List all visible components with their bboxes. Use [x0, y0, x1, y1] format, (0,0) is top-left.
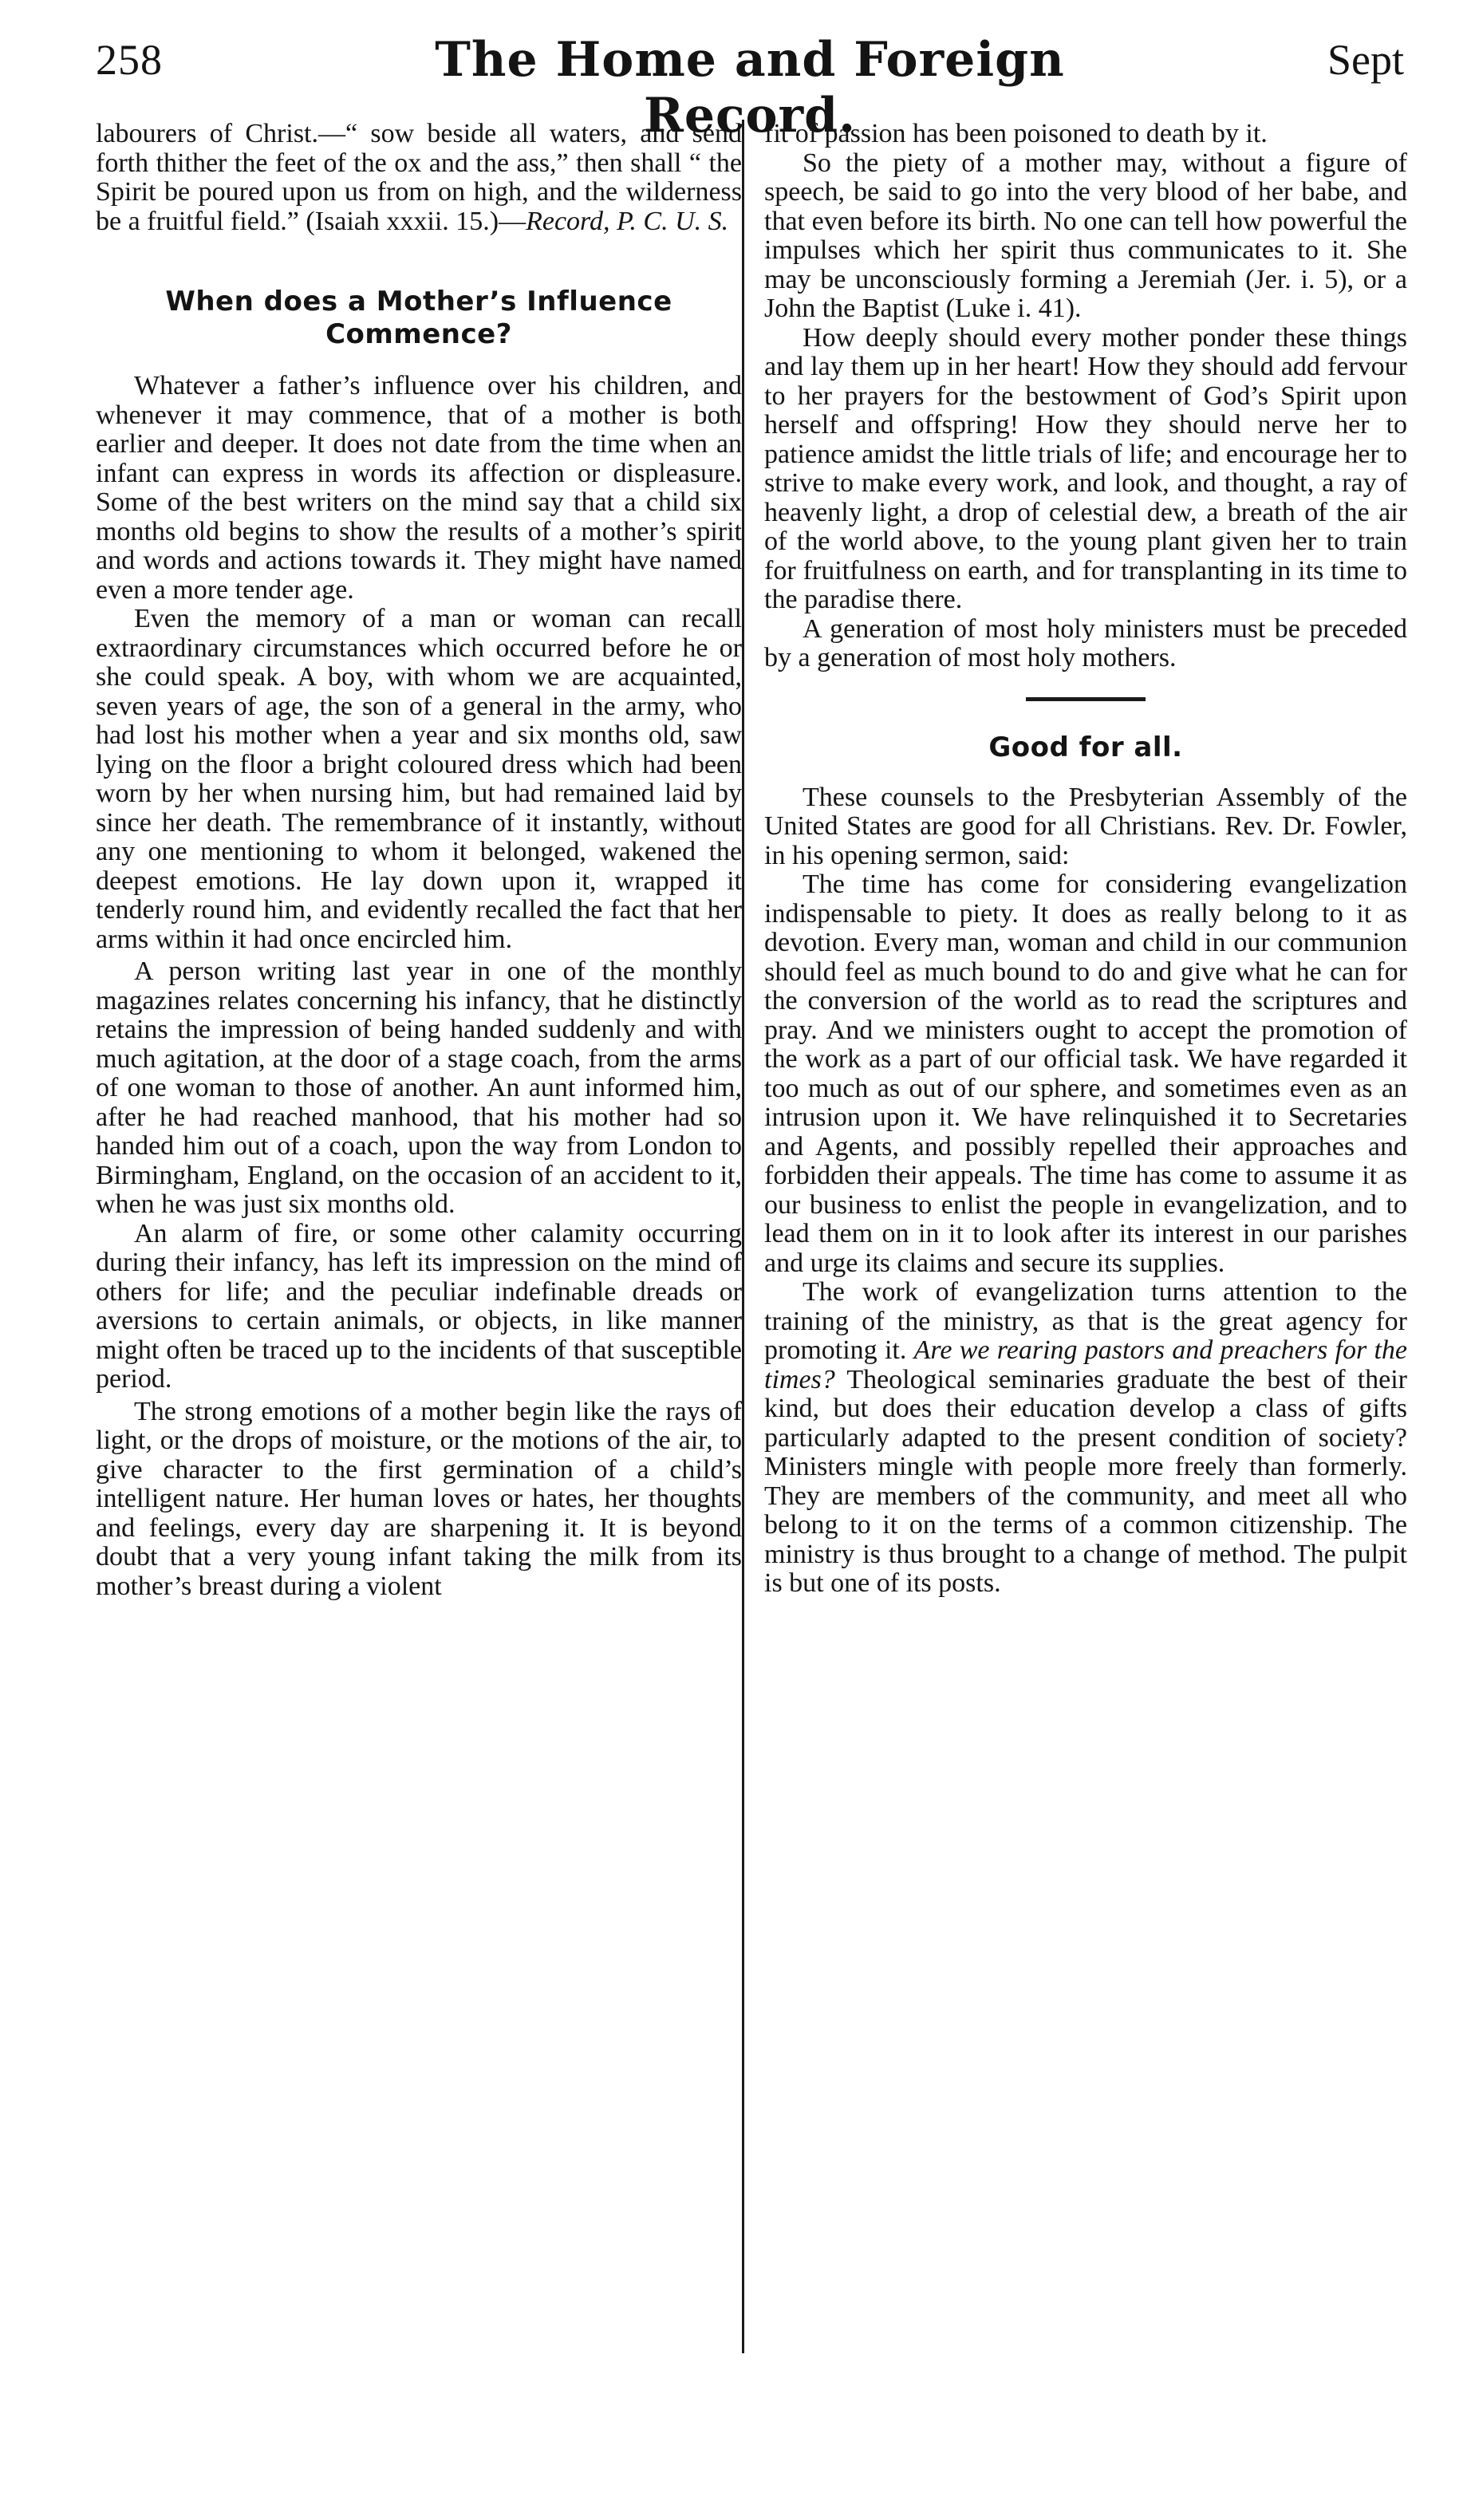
paragraph: How deeply should every mother ponder these things and lay them up in her heart! How they should add fervour to her prayers for the bestowment of God’s Spirit upon herself and offspring! How they should nerve her to patience amidst the little trials of life; and encourage her to strive to make every work, and look, and thought, a ray of heavenly light, a drop of celestial dew, a breath of the air of the world above, to the young plant given her to train for fruitfulness on earth, and for transplanting in its time to the paradise there. [764, 322, 1407, 614]
continued-text: labourers of Christ.—“ sow beside all waters, and send forth thither the feet of the ox and the ass,” then shall “ the Spirit be poured upon us from on high, and the wilderness be a fruitful field.” (Isaiah xxxii. 15.)— [96, 119, 742, 236]
article-heading-good-for-all: Good for all. [988, 731, 1183, 763]
paragraph: Even the memory of a man or woman can recall extraordinary circumstances which occurred before he or she could speak. A boy, with whom we are acquainted, seven years of age, the son of a general in the army, who had lost his mother when a year and six months old, saw lying on the floor a bright coloured dress which had been worn by her when nursing him, but had remained laid by since her death. The remembrance of it instantly, without any one mentioning to whom it belonged, wakened the deepest emotions. He lay down upon it, wrapped it tenderly round him, and evidently recalled the fact that her arms within it had once encircled him. [96, 604, 742, 954]
paragraph: A generation of most holy ministers must be preceded by a generation of most holy mothers. [764, 613, 1407, 672]
continued-paragraph: fit of passion has been poisoned to death by it. [764, 119, 1268, 148]
text-run: Theological seminaries graduate the best of their kind, but does their education develop a class of gifts particularly adapted to the present condition of society? Ministers mingle with people more freely than formerly. They are members of the community, and meet all who belong to it on the terms of a common citizenship. The ministry is thus brought to a change of method. The pulpit is but one of its posts. [764, 1364, 1407, 1598]
continued-paragraph [96, 120, 742, 236]
paragraph: An alarm of fire, or some other calamity occurring during their infancy, has left its impression on the mind of others for life; and the peculiar indefinable dreads or aversions to certain animals, or objects, in like manner might often be traced up to the incidents of that susceptible period. [96, 1218, 742, 1394]
article-heading-mothers-influence: When does a Mother’s Influence Commence? [165, 286, 672, 350]
paragraph: Whatever a father’s influence over his children, and whenever it may commence, that of a mother is both earlier and deeper. It does not date from the time when an infant can express in words its affection or displeasure. Some of the best writers on the mind say that a child six months old begins to show the results of a mother’s spirit and words and actions towards it. They might have named even a more tender age. [96, 371, 742, 605]
paragraph [764, 1278, 1407, 1599]
running-head: Sept [1327, 36, 1404, 84]
column-divider [742, 120, 744, 2353]
section-divider [1026, 697, 1146, 701]
paragraph: A person writing last year in one of the monthly magazines relates concerning his infancy, that he distinctly retains the impression of being handed suddenly and with much agitation, at the door of a stage coach, from the arms of one woman to those of another. An aunt informed him, after he had reached manhood, that his mother had so handed him out of a coach, upon the way from London to Birmingham, England, on the occasion of an accident to it, when he was just six months old. [96, 956, 742, 1219]
source-citation: Record, P. C. U. S. [526, 206, 729, 236]
left-column [96, 120, 742, 1601]
text-run: The work of evangelization turns attention to the training of the ministry, as that is the great agency for promoting it. [764, 1277, 1407, 1365]
paragraph: The strong emotions of a mother begin like the rays of light, or the drops of moisture, or the motions of the air, to give character to the first germination of a child’s intelligent nature. Her human loves or hates, her thoughts and feelings, every day are sharpening it. It is beyond doubt that a very young infant taking the milk from its mother’s breast during a violent [96, 1396, 742, 1601]
journal-title: The Home and Foreign Record. [435, 32, 1065, 144]
paragraph: The time has come for considering evangelization indispensable to piety. It does as really belong to it as devotion. Every man, woman and child in our communion should feel as much bound to do and give what he can for the conversion of the world as to read the scriptures and pray. And we ministers ought to accept the promotion of the work as a part of our official task. We have regarded it too much as out of our sphere, and sometimes even as an intrusion upon it. We have relinquished it to Secretaries and Agents, and possibly repelled their approaches and forbidden their appeals. The time has come to assume it as our business to enlist the people in evangelization, and to lead them on in it to look after its interest in our parishes and urge its claims and secure its supplies. [764, 870, 1407, 1278]
page-number: 258 [96, 36, 163, 84]
paragraph: These counsels to the Presbyterian Assembly of the United States are good for all Christians. Rev. Dr. Fowler, in his opening sermon, said: [764, 782, 1407, 870]
italic-question: Are we rearing pastors and preachers for the times? [764, 1335, 1407, 1394]
right-column [764, 120, 1407, 1599]
paragraph: So the piety of a mother may, without a figure of speech, be said to go into the very blood of her babe, and that even before its birth. No one can tell how powerful the impulses which her spirit thus communicates to it. She may be unconsciously forming a Jeremiah (Jer. i. 5), or a John the Baptist (Luke i. 41). [764, 148, 1407, 323]
